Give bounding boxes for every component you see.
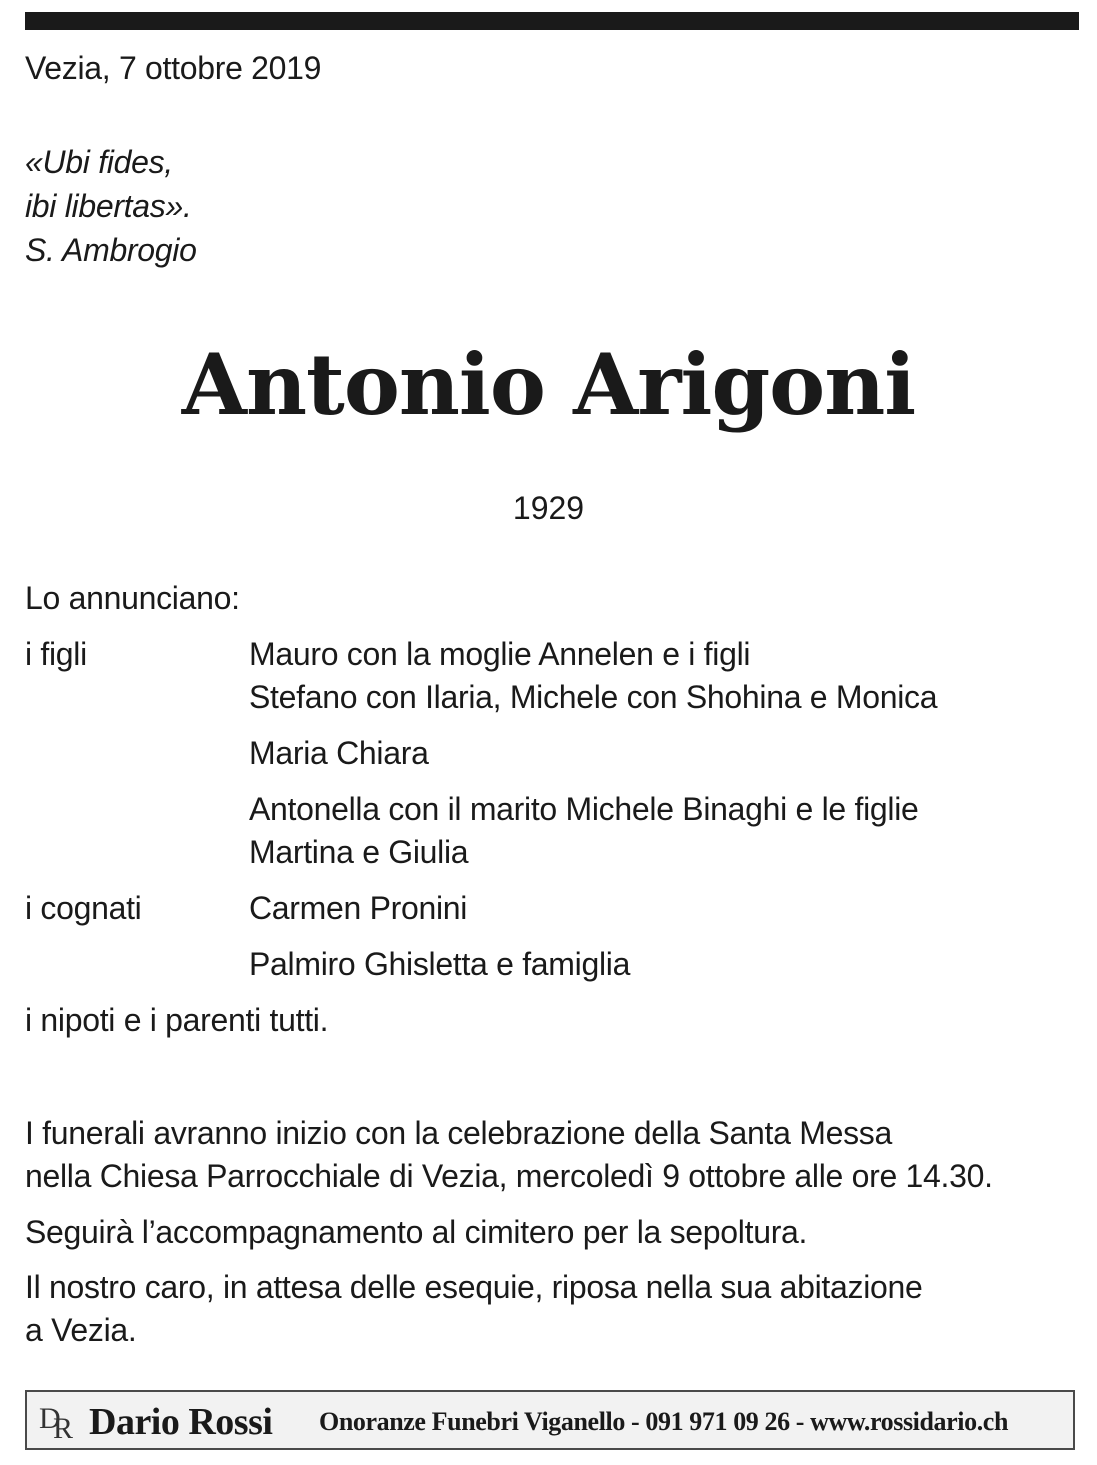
- relative-entry: Mauro con la moglie Annelen e i figli: [249, 636, 751, 672]
- place-date: Vezia, 7 ottobre 2019: [25, 50, 322, 86]
- relative-entry: Stefano con Ilaria, Michele con Shohina e Monica: [249, 679, 938, 715]
- funeral-home-name: Dario Rossi: [89, 1401, 273, 1443]
- svg-text:R: R: [53, 1412, 74, 1442]
- funeral-home-contact: Onoranze Funebri Viganello - 091 971 09 26 - www.rossidario.ch: [319, 1407, 1009, 1436]
- relative-entry: Palmiro Ghisletta e famiglia: [249, 946, 631, 982]
- relative-entry: Antonella con il marito Michele Binaghi e le figlie: [249, 791, 919, 827]
- relative-group-label: i cognati: [25, 890, 142, 926]
- funeral-home-footer: [25, 1390, 1075, 1450]
- funeral-line: Il nostro caro, in attesa delle esequie, riposa nella sua abitazione: [25, 1269, 923, 1305]
- deceased-name: Antonio Arigoni: [181, 335, 916, 434]
- birth-year: 1929: [512, 490, 585, 526]
- funeral-paragraph: Seguirà l’accompagnamento al cimitero per la sepoltura.: [25, 1214, 808, 1250]
- svg-text:D: D: [39, 1402, 61, 1435]
- funeral-line: a Vezia.: [25, 1312, 137, 1348]
- relatives-closing: i nipoti e i parenti tutti.: [25, 1002, 329, 1038]
- funeral-paragraph: [25, 1112, 993, 1198]
- top-rule: [25, 12, 1079, 30]
- quote-line: «Ubi fides,: [25, 144, 173, 180]
- announcement-intro: Lo annunciano:: [25, 580, 240, 616]
- quote-line: ibi libertas».: [25, 188, 192, 224]
- quote-author: S. Ambrogio: [25, 232, 197, 268]
- funeral-line: nella Chiesa Parrocchiale di Vezia, mercoledì 9 ottobre alle ore 14.30.: [25, 1158, 993, 1194]
- dario-rossi-logo-icon: [37, 1398, 81, 1442]
- relative-entry: Carmen Pronini: [249, 890, 468, 926]
- relative-entry: Maria Chiara: [249, 735, 429, 771]
- quote-block: [25, 140, 197, 272]
- relative-group-label: i figli: [25, 636, 87, 672]
- funeral-line: I funerali avranno inizio con la celebrazione della Santa Messa: [25, 1115, 892, 1151]
- funeral-paragraph: [25, 1266, 923, 1352]
- relative-entry: Martina e Giulia: [249, 834, 469, 870]
